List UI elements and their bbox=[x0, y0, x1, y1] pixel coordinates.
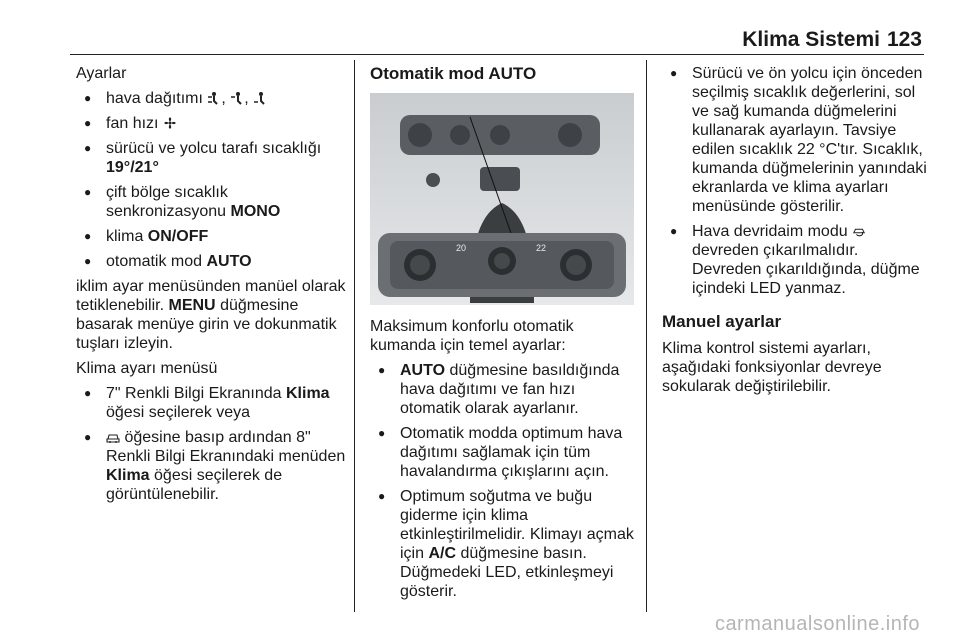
car-icon bbox=[106, 430, 120, 444]
left-temp-display: 20 bbox=[456, 243, 467, 253]
climate-panel-photo bbox=[370, 93, 634, 305]
list-item: ● otomatik mod AUTO bbox=[76, 252, 346, 271]
air-face-feet-icon bbox=[207, 91, 221, 105]
column-divider bbox=[354, 60, 355, 612]
list-item: ● Otomatik modda optimum hava dağıtımı sağlamak için tüm havalandırma çıkışlarını açın. bbox=[370, 424, 638, 481]
manual-paragraph: Klima kontrol sistemi ayarları, aşağıdaki fonksiyonlar devreye sokularak değiştirilebilir. bbox=[662, 340, 882, 395]
air-feet-icon bbox=[253, 91, 267, 105]
settings-list bbox=[76, 89, 346, 271]
right-temp-display: 22 bbox=[536, 243, 547, 253]
list-item: ● AUTO düğmesine basıldığında hava dağıtımı ve fan hızı otomatik olarak ayarlanır. bbox=[370, 361, 638, 418]
column-right bbox=[662, 64, 932, 402]
list-item: ● 7" Renkli Bilgi Ekranında Klima öğesi seçilerek veya bbox=[76, 384, 346, 422]
chapter-title: Klima Sistemi bbox=[742, 28, 880, 51]
auto-list bbox=[370, 361, 638, 601]
menu-paragraph: iklim ayar menüsünden manüel olarak tetiklenebilir. MENU düğmesine basarak menüye girin ve dokunmatik tuşları izleyin. bbox=[76, 278, 346, 352]
list-item: ● Sürücü ve ön yolcu için önceden seçilmiş sıcaklık değerlerini, sol ve sağ kumanda düğmelerini kullanarak ayarlayın. Tavsiye edilen sıcaklık 22 °C'tır. Sıcaklık, kumanda düğmelerinin yanındaki ekranlarda ve klima ayarları menüsünde gösterilir. bbox=[662, 64, 932, 216]
temp-list bbox=[662, 64, 932, 298]
section-heading: Manuel ayarlar bbox=[662, 312, 782, 331]
list-item: ● Optimum soğutma ve buğu giderme için klima etkinleştirilmelidir. Klimayı açmak için A/C düğmesine basın. Düğmedeki LED, etkinleşmeyi gösterir. bbox=[370, 487, 638, 601]
section-heading: Otomatik mod AUTO bbox=[370, 64, 537, 83]
air-face-icon bbox=[230, 91, 244, 105]
list-item: ● çift bölge sıcaklık senkronizasyonu MONO bbox=[76, 183, 346, 221]
settings-intro: Ayarlar bbox=[76, 65, 127, 82]
recirculation-icon bbox=[852, 224, 866, 238]
list-item: ● fan hızı bbox=[76, 114, 346, 133]
menu-list bbox=[76, 384, 346, 504]
caption: Maksimum konforlu otomatik kumanda için temel ayarlar: bbox=[370, 318, 574, 354]
list-item: ● öğesine basıp ardından 8" Renkli Bilgi Ekranındaki menüden Klima öğesi seçilerek de görüntülenebilir. bbox=[76, 428, 346, 504]
header-rule bbox=[70, 54, 924, 55]
list-item: ● Hava devridaim modu devreden çıkarılmalıdır. Devreden çıkarıldığında, düğme içindeki LED yanmaz. bbox=[662, 222, 932, 298]
watermark: carmanualsonline.info bbox=[714, 613, 920, 635]
menu-title: Klima ayarı menüsü bbox=[76, 360, 218, 377]
list-item: ● sürücü ve yolcu tarafı sıcaklığı 19°/21° bbox=[76, 139, 346, 177]
list-item: ● klima ON/OFF bbox=[76, 227, 346, 246]
climate-panel-illustration bbox=[370, 93, 634, 305]
fan-icon bbox=[163, 116, 177, 130]
page-number: 123 bbox=[886, 28, 922, 51]
list-item: ● hava dağıtımı , , bbox=[76, 89, 346, 108]
page-header bbox=[0, 0, 960, 56]
column-divider bbox=[646, 60, 647, 612]
column-middle bbox=[370, 64, 638, 607]
column-left bbox=[76, 64, 346, 510]
